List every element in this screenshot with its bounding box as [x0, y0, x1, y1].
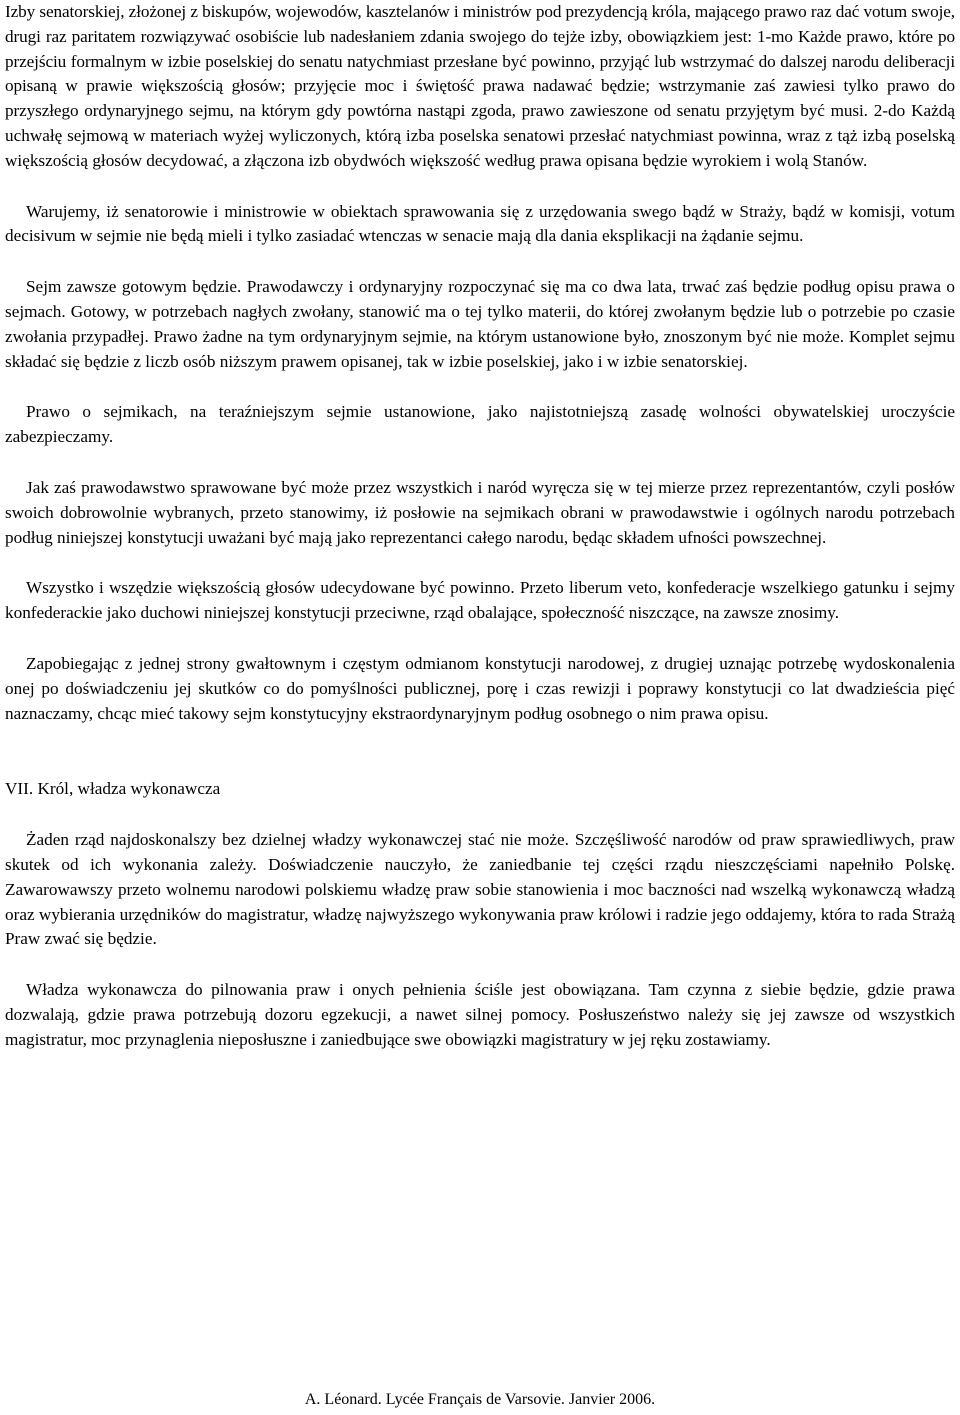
document-page: [5, 0, 955, 1053]
paragraph-sejm-always-ready: [5, 275, 955, 374]
paragraph-representatives: [5, 476, 955, 550]
paragraph-majority-vote: [5, 576, 955, 626]
paragraph-segment: Zapobiegając z jednej strony gwałtownym i częstym odmianom konstytucji narodowej, z drugiej uznając potrzebę wydoskonalenia onej po doświadczeniu jej skutków co do pomyślności publicznej, porę i czas rewizji i poprawy konstytucji co lat dwadzieścia pięć naznaczamy, chcąc mieć takowy sejm konstytucyjny ekstraordynaryjnym podług osobnego o nim prawa opisu.: [5, 653, 955, 723]
paragraph-segment: Sejm zawsze gotowym będzie. Prawodawczy i ordynaryjny rozpoczynać się ma co dwa lata, trwać zaś będzie podług opisu prawa o sejmach. Gotowy, w potrzebach nagłych zwołany, stanowić ma o tej tylko materii, do której zwołanym będzie lub o potrzebie po czasie zwołania przypadłej. Prawo żadne na tym ordynaryjnym sejmie, na którym ustanowione było, znoszonym być nie może. Komplet sejmu składać się będzie z liczb osób niższym prawem opisanej, tak w izbie poselskiej, jako i w izbie senatorskiej.: [5, 277, 955, 371]
paragraph-segment: Wszystko i wszędzie większością głosów udecydowane być powinno. Przeto liberum veto, konfederacje wszelkiego gatunku i sejmy konfederackie jako duchowi niniejszej konstytucji przeciwne, rząd obalające, społeczność niszczące, na zawsze znosimy.: [5, 578, 955, 623]
paragraph-segment: Jak zaś prawodawstwo sprawowane być może przez wszystkich i naród wyręcza się w tej mierze przez reprezentantów, czyli posłów swoich dobrowolnie wybranych, przeto stanowimy, iż posłowie na sejmikach obrani w prawodawstwie i ogólnych narodu potrzebach podług niniejszej konstytucji uważani być mają jako reprezentanci całego narodu, będąc składem ufności powszechnej.: [5, 477, 955, 547]
paragraph-segment: Żaden rząd najdoskonalszy bez dzielnej władzy wykonawczej stać nie może. Szczęśliwość narodów od praw sprawiedliwych, praw skutek od ich wykonania zależy. Doświadczenie nauczyło, że zaniedbanie tej części rządu nieszczęściami napełniło Polskę. Zawarowawszy przeto wolnemu narodowi polskiemu władzę praw sobie stanowienia i moc baczności nad wszelką wykonawczą władzą oraz wybierania urzędników do magistratur, władzę najwyższego wykonywania praw królowi i radzie jego oddajemy, która to rada Strażą Praw zwać się będzie.: [5, 830, 955, 949]
page-footer: A. Léonard. Lycée Français de Varsovie. Janvier 2006.: [304, 1391, 656, 1408]
paragraph-segment: Izby senatorskiej, złożonej z biskupów, wojewodów, kasztelanów i ministrów pod prezydencją króla, mającego prawo raz dać votum swoje, drugi raz paritatem rozwiązywać osobiście lub nadesłaniem zdania swojego do tejże izby, obowiązkiem jest: 1-mo Każde prawo, które po przejściu formalnym w izbie poselskiej do senatu natychmiast przesłane być powinno, przyjąć lub wstrzymać do dalszej narodu deliberacji opisaną w prawie większością głosów; przyjęcie moc i świętość prawa nadawać będzie; wstrzymanie zaś zawiesi tylko prawo do przyszłego ordynaryjnego sejmu, na którym gdy powtórna nastąpi zgoda, prawo zawieszone od senatu przyjętym być musi.: [5, 2, 955, 121]
paragraph-sejmiki-law: [5, 400, 955, 450]
paragraph-segment: Prawo o sejmikach, na teraźniejszym sejmie ustanowione, jako najistotniejszą zasadę wolności obywatelskiej uroczyście zabezpieczamy.: [5, 402, 955, 447]
paragraph-segment: Warujemy, iż senatorowie i ministrowie w obiektach sprawowania się z urzędowania swego bądź w Straży, bądź w komisji, votum decisivum w sejmie nie będą mieli i tylko zasiadać wtenczas w senacie mają dla dania eksplikacji na żądanie sejmu.: [5, 201, 955, 246]
paragraph-executive-duties: [5, 978, 955, 1052]
paragraph-senators-ministers: [5, 200, 955, 250]
paragraph-segment: 2-do Każdą uchwałę sejmową w materiach wyżej wyliczonych, którą izba poselska senatowi przesłać natychmiast powinna, wraz z tąż izbą poselską większością głosów decydować, a złączona izb obydwóch większość według prawa opisana będzie wyrokiem i wolą Stanów.: [5, 101, 955, 170]
section-heading: VII. Król, władza wykonawcza: [5, 779, 221, 799]
paragraph-constitution-revision: [5, 652, 955, 726]
paragraph-segment: Władza wykonawcza do pilnowania praw i onych pełnienia ściśle jest obowiązana. Tam czynna z siebie będzie, gdzie prawa dozwalają, gdzie prawa potrzebują dozoru egzekucji, a nawet silnej pomocy. Posłuszeństwo należy się jej zawsze od wszystkich magistratur, moc przynaglenia nieposłuszne i zaniedbujące swe obowiązki magistratury w jej ręku zostawiamy.: [5, 980, 955, 1049]
paragraph-senate-duties: [5, 0, 955, 174]
paragraph-executive-power: [5, 828, 955, 952]
